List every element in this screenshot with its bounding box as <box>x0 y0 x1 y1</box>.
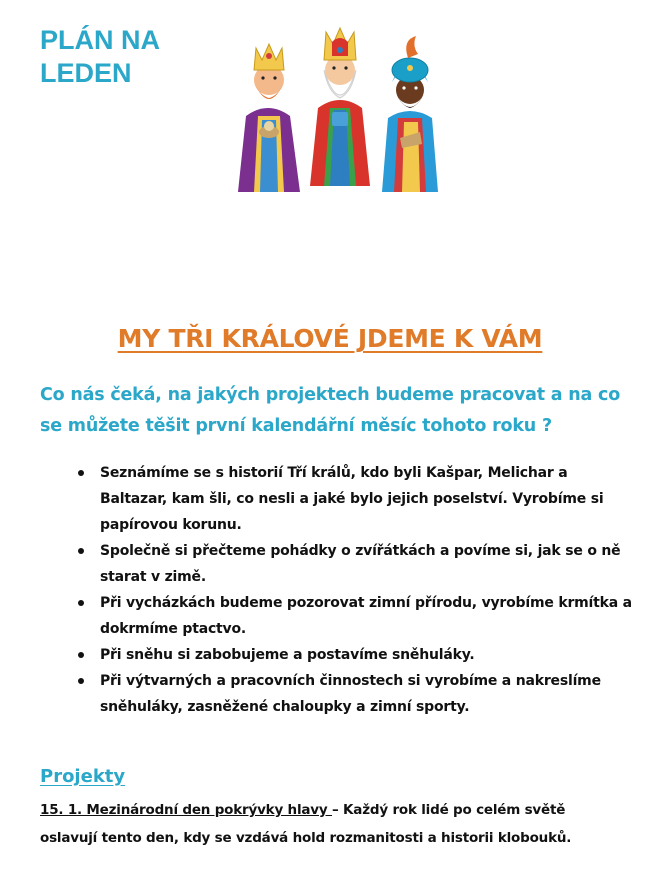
project-date-title: 15. 1. Mezinárodní den pokrývky hlavy <box>40 802 332 818</box>
bullet-icon <box>78 600 84 606</box>
bullet-icon <box>78 652 84 658</box>
project-item <box>40 796 625 852</box>
title-line-1: PLÁN NA <box>40 25 160 55</box>
three-kings-illustration <box>232 20 444 198</box>
main-heading: MY TŘI KRÁLOVÉ JDEME K VÁM <box>117 324 543 353</box>
page-title <box>40 24 160 90</box>
king-baltazar-figure <box>382 36 438 192</box>
list-item: Společně si přečteme pohádky o zvířátkách a povíme si, jak se o ně starat v zimě. <box>78 538 633 590</box>
sub-heading: Co nás čeká, na jakých projektech budeme pracovat a na co se můžete těšit první kalendářní měsíc tohoto roku ? <box>40 385 621 436</box>
bullet-icon <box>78 548 84 554</box>
list-item: Při vycházkách budeme pozorovat zimní přírodu, vyrobíme krmítka a dokrmíme ptactvo. <box>78 590 633 642</box>
king-kaspar-figure <box>238 44 300 192</box>
list-item: Při výtvarných a pracovních činnostech si vyrobíme a nakreslíme sněhuláky, zasněžené chaloupky a zimní sporty. <box>78 668 633 720</box>
bullet-icon <box>78 470 84 476</box>
bullet-icon <box>78 678 84 684</box>
list-item: Seznámíme se s historií Tří králů, kdo byli Kašpar, Melichar a Baltazar, kam šli, co nesli a jaké bylo jejich poselství. Vyrobíme si papírovou korunu. <box>78 460 633 538</box>
title-line-2: LEDEN <box>40 58 132 88</box>
activities-list <box>78 460 633 720</box>
list-item: Při sněhu si zabobujeme a postavíme sněhuláky. <box>78 642 633 668</box>
projects-heading: Projekty <box>40 766 126 787</box>
project-description: – Každý rok lidé po celém světě oslavují tento den, kdy se vzdává hold rozmanitosti a historii klobouků. <box>40 802 572 846</box>
king-melichar-figure <box>310 28 370 186</box>
